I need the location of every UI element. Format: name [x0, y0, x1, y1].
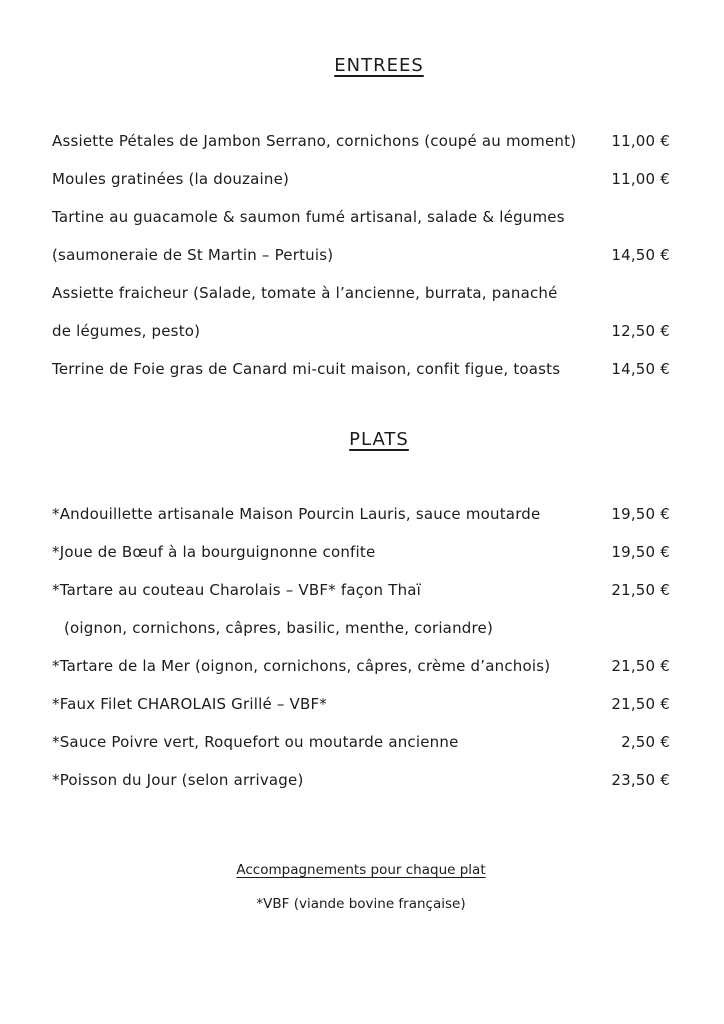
menu-item-price: 12,50 € — [611, 322, 670, 340]
menu-item-row — [52, 543, 670, 581]
menu-item-text: de légumes, pesto) — [52, 322, 201, 340]
menu-item-text: *Poisson du Jour (selon arrivage) — [52, 771, 304, 789]
menu-item-row — [52, 360, 670, 398]
menu-item-row — [52, 132, 670, 170]
menu-item-row — [52, 695, 670, 733]
section-title-entrees: ENTREES — [334, 55, 424, 76]
menu-item-price: 21,50 € — [611, 695, 670, 713]
menu-item-text: Assiette fraicheur (Salade, tomate à l’ancienne, burrata, panaché — [52, 284, 558, 302]
menu-item-text: (saumoneraie de St Martin – Pertuis) — [52, 246, 334, 264]
menu-item-row — [52, 246, 670, 284]
menu-item-row — [52, 733, 670, 771]
menu-item-row — [52, 322, 670, 360]
menu-item-row — [52, 619, 670, 657]
menu-item-text: *Sauce Poivre vert, Roquefort ou moutarde ancienne — [52, 733, 459, 751]
menu-item-text: *Tartare au couteau Charolais – VBF* façon Thaï — [52, 581, 422, 599]
menu-content — [52, 0, 670, 913]
entrees-item-list — [52, 132, 670, 398]
menu-item-row — [52, 505, 670, 543]
menu-item-text: *Joue de Bœuf à la bourguignonne confite — [52, 543, 376, 561]
menu-item-price: 11,00 € — [611, 170, 670, 188]
menu-item-row — [52, 170, 670, 208]
menu-item-row — [52, 771, 670, 809]
menu-item-price: 19,50 € — [611, 543, 670, 561]
menu-item-text: Assiette Pétales de Jambon Serrano, cornichons (coupé au moment) — [52, 132, 577, 150]
menu-item-text: Terrine de Foie gras de Canard mi-cuit maison, confit figue, toasts — [52, 360, 561, 378]
menu-item-row — [52, 208, 670, 246]
menu-item-text: Tartine au guacamole & saumon fumé artisanal, salade & légumes — [52, 208, 565, 226]
menu-item-price: 14,50 € — [611, 246, 670, 264]
plats-item-list — [52, 505, 670, 809]
menu-item-text: *Faux Filet CHAROLAIS Grillé – VBF* — [52, 695, 328, 713]
menu-item-row — [52, 581, 670, 619]
menu-item-text: (oignon, cornichons, câpres, basilic, menthe, coriandre) — [64, 619, 494, 637]
section-title-plats: PLATS — [349, 429, 409, 450]
menu-item-text: Moules gratinées (la douzaine) — [52, 170, 290, 188]
menu-item-row — [52, 284, 670, 322]
accompaniments-heading: Accompagnements pour chaque plat — [236, 862, 486, 878]
menu-item-price: 21,50 € — [611, 657, 670, 675]
menu-item-price: 19,50 € — [611, 505, 670, 523]
menu-item-text: *Andouillette artisanale Maison Pourcin Lauris, sauce moutarde — [52, 505, 541, 523]
vbf-note: *VBF (viande bovine française) — [256, 896, 466, 912]
menu-item-text: *Tartare de la Mer (oignon, cornichons, câpres, crème d’anchois) — [52, 657, 551, 675]
menu-item-price: 14,50 € — [611, 360, 670, 378]
menu-footer — [52, 862, 670, 913]
menu-item-price: 21,50 € — [611, 581, 670, 599]
menu-item-price: 11,00 € — [611, 132, 670, 150]
menu-item-price: 2,50 € — [621, 733, 670, 751]
menu-item-price: 23,50 € — [611, 771, 670, 789]
menu-item-row — [52, 657, 670, 695]
